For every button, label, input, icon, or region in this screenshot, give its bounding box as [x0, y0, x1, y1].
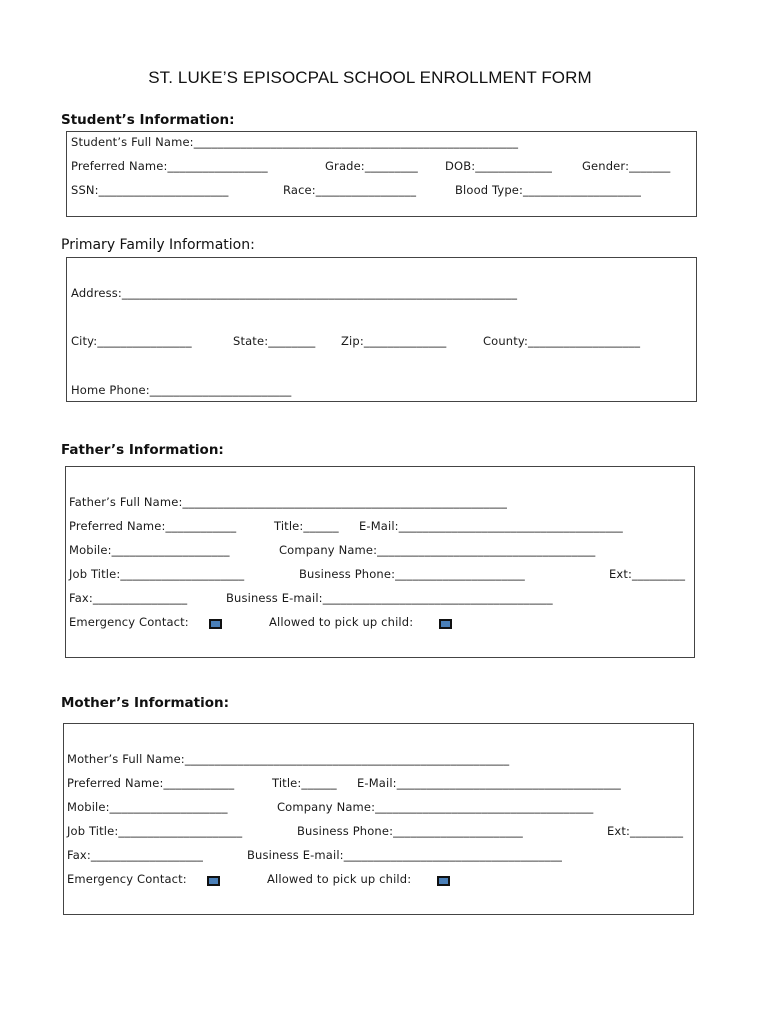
father-business-email-field[interactable]: Business E-mail:_______________________________________ [226, 591, 553, 605]
family-city-field[interactable]: City:________________ [71, 334, 192, 348]
checkbox-icon [207, 876, 220, 886]
family-zip-field[interactable]: Zip:______________ [341, 334, 447, 348]
family-heading: Primary Family Information: [61, 237, 255, 253]
father-row-3 [69, 543, 689, 559]
student-race-field[interactable]: Race:_________________ [283, 183, 417, 197]
student-row-3 [71, 183, 691, 199]
father-emergency-contact-label: Emergency Contact: [69, 615, 189, 629]
father-row-4 [69, 567, 689, 583]
father-preferred-name-field[interactable]: Preferred Name:____________ [69, 519, 237, 533]
mother-emergency-contact-checkbox[interactable] [207, 874, 220, 888]
mother-row-4 [67, 824, 687, 840]
student-ssn-field[interactable]: SSN:______________________ [71, 183, 229, 197]
mother-title-field[interactable]: Title:______ [272, 776, 337, 790]
family-row-city [71, 334, 691, 350]
checkbox-icon [437, 876, 450, 886]
father-title-field[interactable]: Title:______ [274, 519, 339, 533]
father-emergency-contact-checkbox[interactable] [209, 617, 222, 631]
mother-business-email-field[interactable]: Business E-mail:_____________________________________ [247, 848, 562, 862]
father-allowed-pickup-label: Allowed to pick up child: [269, 615, 414, 629]
mother-row-3 [67, 800, 687, 816]
father-fax-field[interactable]: Fax:________________ [69, 591, 188, 605]
mother-preferred-name-field[interactable]: Preferred Name:____________ [67, 776, 235, 790]
student-gender-field[interactable]: Gender:_______ [582, 159, 671, 173]
mother-heading: Mother’s Information: [61, 695, 229, 711]
family-home-phone-field[interactable]: Home Phone:________________________ [71, 383, 292, 397]
father-row-6 [69, 615, 689, 631]
mother-emergency-contact-label: Emergency Contact: [67, 872, 187, 886]
father-business-phone-field[interactable]: Business Phone:______________________ [299, 567, 525, 581]
mother-job-title-field[interactable]: Job Title:_____________________ [67, 824, 243, 838]
student-dob-field[interactable]: DOB:_____________ [445, 159, 552, 173]
mother-row-5 [67, 848, 687, 864]
mother-ext-field[interactable]: Ext:_________ [607, 824, 684, 838]
mother-row-2 [67, 776, 687, 792]
mother-email-field[interactable]: E-Mail:______________________________________ [357, 776, 621, 790]
checkbox-icon [209, 619, 222, 629]
father-email-field[interactable]: E-Mail:______________________________________ [359, 519, 623, 533]
father-mobile-field[interactable]: Mobile:____________________ [69, 543, 230, 557]
father-company-field[interactable]: Company Name:_____________________________________ [279, 543, 596, 557]
father-row-5 [69, 591, 689, 607]
form-title: ST. LUKE’S EPISOCPAL SCHOOL ENROLLMENT FORM [148, 68, 592, 87]
student-section-box [66, 131, 697, 217]
family-county-field[interactable]: County:___________________ [483, 334, 641, 348]
mother-business-phone-field[interactable]: Business Phone:______________________ [297, 824, 523, 838]
family-address-field[interactable]: Address:___________________________________________________________________ [71, 286, 518, 300]
checkbox-icon [439, 619, 452, 629]
mother-allowed-pickup-checkbox[interactable] [437, 874, 450, 888]
father-full-name-field[interactable]: Father’s Full Name:_______________________________________________________ [69, 495, 507, 509]
father-row-2 [69, 519, 689, 535]
student-row-2 [71, 159, 691, 175]
mother-full-name-field[interactable]: Mother’s Full Name:_______________________________________________________ [67, 752, 510, 766]
mother-mobile-field[interactable]: Mobile:____________________ [67, 800, 228, 814]
father-allowed-pickup-checkbox[interactable] [439, 617, 452, 631]
mother-company-field[interactable]: Company Name:_____________________________________ [277, 800, 594, 814]
student-preferred-name-field[interactable]: Preferred Name:_________________ [71, 159, 268, 173]
mother-row-6 [67, 872, 687, 888]
family-state-field[interactable]: State:________ [233, 334, 316, 348]
student-full-name-field[interactable]: Student’s Full Name:_______________________________________________________ [71, 135, 519, 149]
father-section-box [65, 466, 695, 658]
student-heading: Student’s Information: [61, 112, 235, 128]
student-grade-field[interactable]: Grade:_________ [325, 159, 418, 173]
mother-section-box [63, 723, 694, 915]
mother-fax-field[interactable]: Fax:___________________ [67, 848, 203, 862]
father-ext-field[interactable]: Ext:_________ [609, 567, 686, 581]
father-job-title-field[interactable]: Job Title:_____________________ [69, 567, 245, 581]
father-heading: Father’s Information: [61, 442, 224, 458]
family-section-box [66, 257, 697, 402]
student-blood-type-field[interactable]: Blood Type:____________________ [455, 183, 642, 197]
mother-allowed-pickup-label: Allowed to pick up child: [267, 872, 412, 886]
